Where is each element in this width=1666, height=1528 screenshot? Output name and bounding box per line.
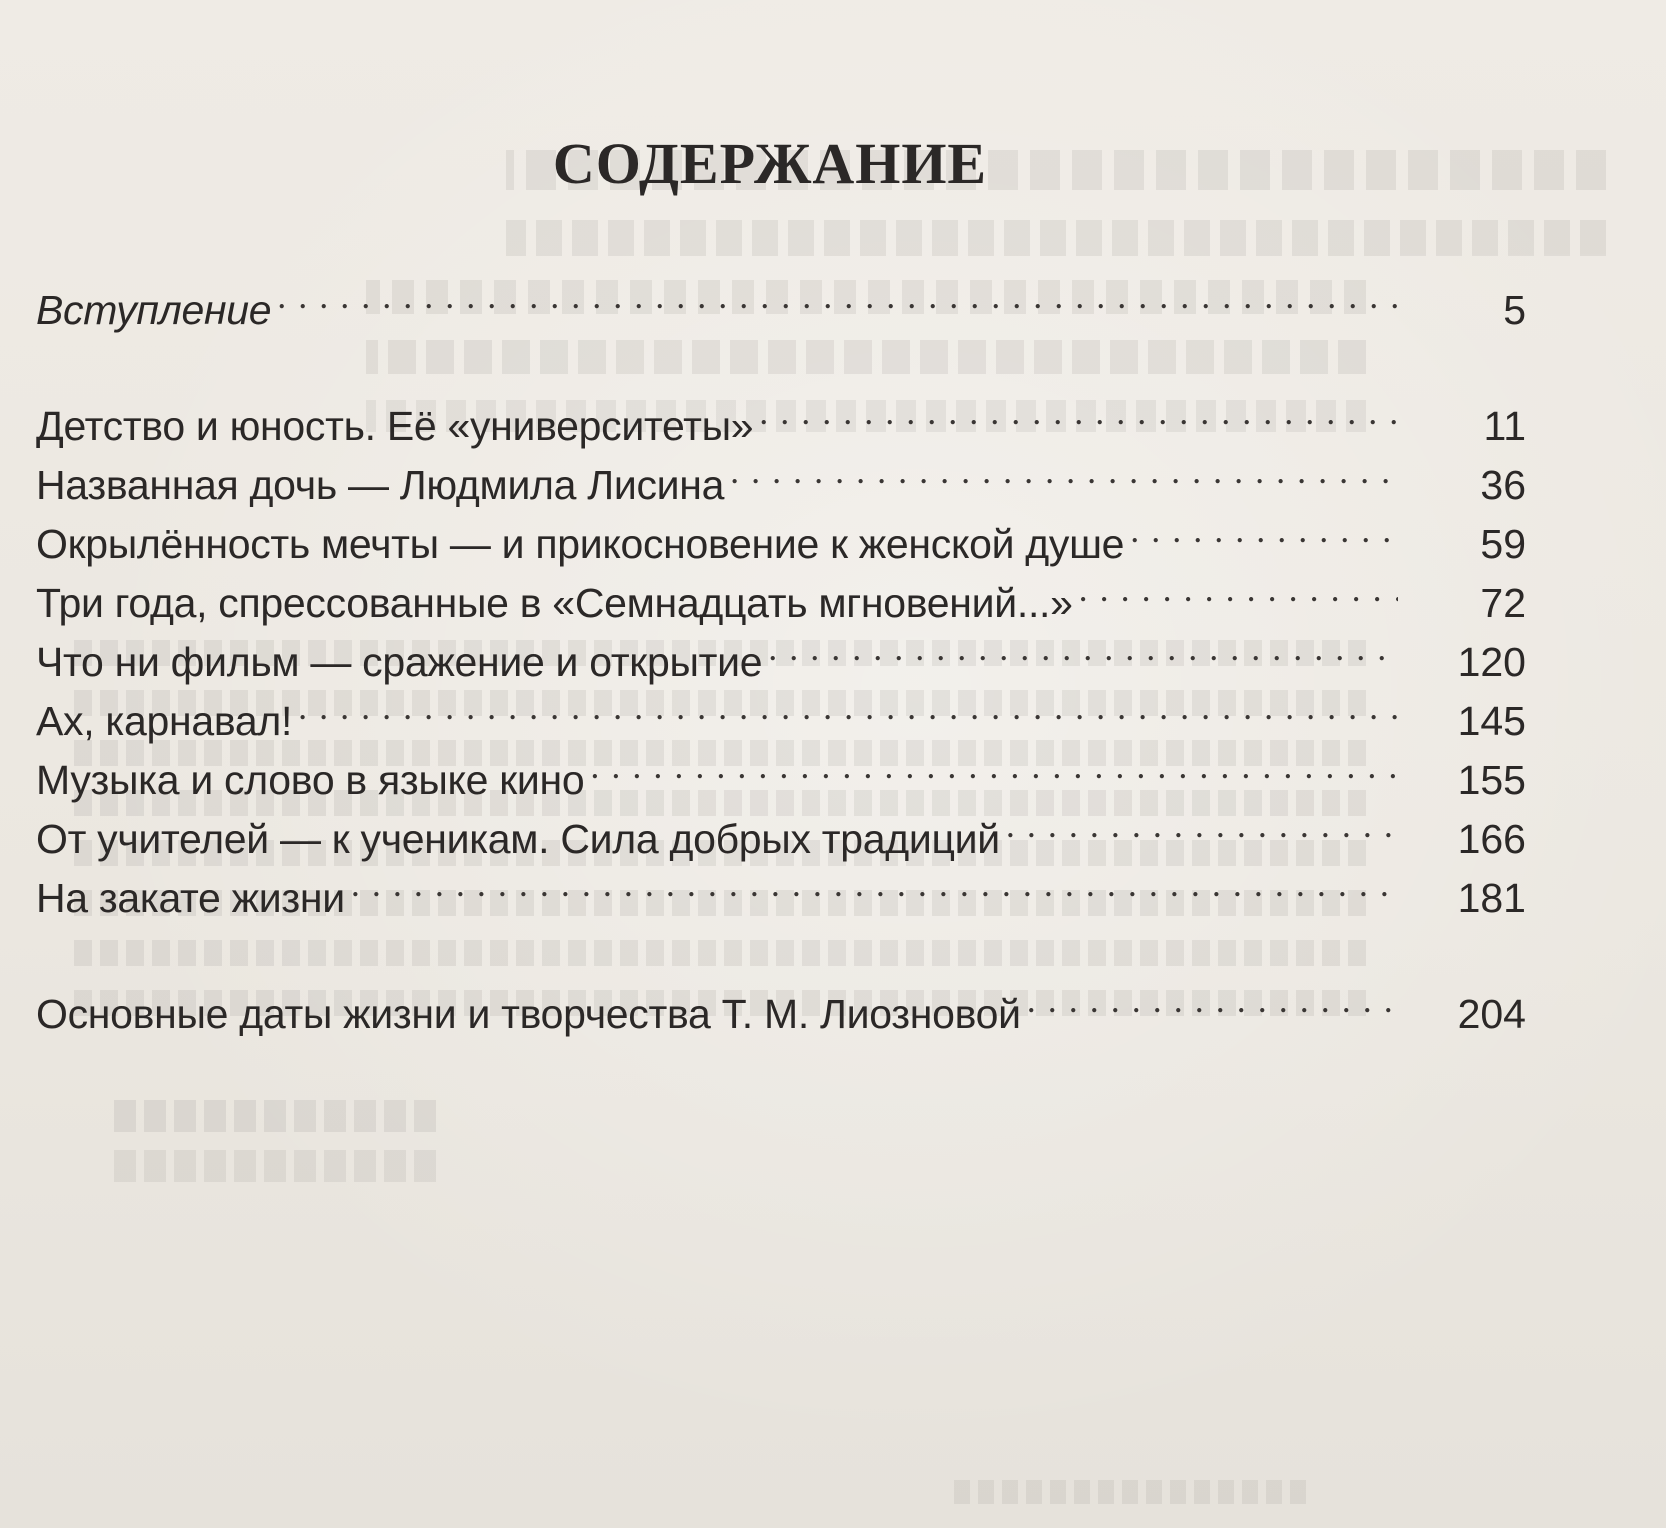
toc-entry-title: Ах, карнавал! (36, 698, 293, 744)
toc-entry-title: Что ни фильм — сражение и открытие (36, 639, 763, 685)
toc-entry-title: Окрылённость мечты — и прикосновение к женской душе (36, 521, 1125, 567)
dot-leader (298, 679, 1398, 735)
dot-leader (1079, 561, 1398, 617)
dot-leader (351, 856, 1398, 912)
toc-entry-page: 155 (1457, 757, 1526, 803)
dot-leader (1006, 797, 1398, 853)
toc-entry-page: 36 (1480, 462, 1526, 508)
toc-entry-title: Названная дочь — Людмила Лисина (36, 462, 725, 508)
dot-leader (759, 384, 1398, 440)
toc-entry (36, 972, 1526, 1037)
toc-entry-title: Вступление (36, 287, 272, 333)
toc-entry-page: 166 (1457, 816, 1526, 862)
toc-entry-page: 204 (1457, 991, 1526, 1037)
toc-entry-page: 59 (1480, 521, 1526, 567)
toc-entry (36, 384, 1526, 449)
toc-entry (36, 856, 1526, 921)
toc-entry-page: 120 (1457, 639, 1526, 685)
toc-entry-title: От учителей — к ученикам. Сила добрых традиций (36, 816, 1000, 862)
toc-title: СОДЕРЖАНИЕ (552, 131, 988, 196)
dot-leader (730, 443, 1398, 499)
toc-entry-page: 11 (1483, 403, 1526, 449)
toc-entry (36, 738, 1526, 803)
dot-leader (277, 268, 1398, 324)
toc-entry-title: Детство и юность. Её «университеты» (36, 403, 754, 449)
toc-entry-title: Три года, спрессованные в «Семнадцать мгновений...» (36, 580, 1073, 626)
toc-entry (36, 679, 1526, 744)
toc-entry (36, 502, 1526, 567)
toc-entry-title: Музыка и слово в языке кино (36, 757, 585, 803)
dot-leader (768, 620, 1398, 676)
toc-entry-page: 5 (1503, 287, 1526, 333)
toc-entry-title: На закате жизни (36, 875, 345, 921)
toc-entry (36, 620, 1526, 685)
toc-entry (36, 443, 1526, 508)
toc-entry-page: 72 (1480, 580, 1526, 626)
toc-entry-title: Основные даты жизни и творчества Т. М. Лиозновой (36, 991, 1021, 1037)
toc-entry-page: 145 (1457, 698, 1526, 744)
toc-entry (36, 268, 1526, 333)
toc-entry-page: 181 (1457, 875, 1526, 921)
toc-entry (36, 561, 1526, 626)
dot-leader (1130, 502, 1398, 558)
toc-entry (36, 797, 1526, 862)
dot-leader (590, 738, 1398, 794)
dot-leader (1027, 972, 1398, 1028)
